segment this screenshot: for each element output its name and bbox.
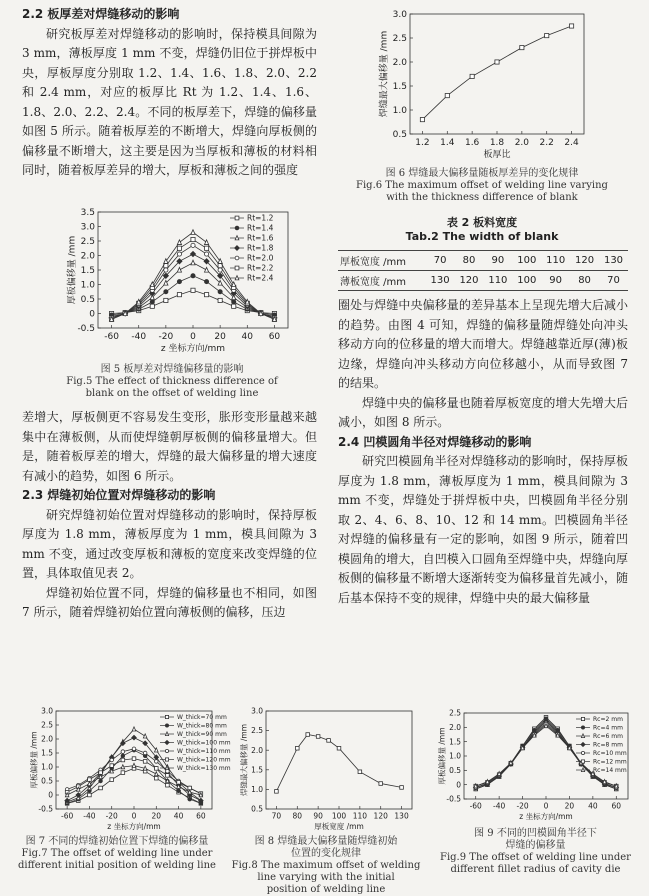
data-point — [121, 771, 125, 775]
x-tick-label: 1.8 — [489, 138, 505, 148]
data-point — [88, 793, 92, 797]
caption-cn: 焊缝的偏移量 — [505, 840, 566, 851]
table-cell: 厚板宽度 /mm — [338, 251, 426, 271]
y-tick-label: 0 — [48, 790, 53, 800]
data-point — [235, 236, 239, 240]
data-point — [191, 288, 195, 292]
x-tick-label: -40 — [83, 811, 96, 821]
data-point — [150, 304, 154, 308]
x-tick-label: 2.4 — [564, 138, 579, 148]
table-row — [338, 251, 628, 271]
legend-label: W_thick=100 mm — [177, 739, 231, 747]
data-point — [470, 74, 474, 78]
left-column-middle — [22, 408, 317, 623]
table-cell: 80 — [570, 271, 599, 291]
fig8-chart — [226, 705, 422, 837]
y-tick-label: 0.5 — [41, 776, 53, 786]
data-point — [232, 300, 236, 304]
data-point — [165, 724, 168, 727]
fig7-chart — [8, 705, 231, 837]
data-point — [486, 780, 490, 784]
legend-label: Rt=1.4 — [247, 223, 274, 233]
table2 — [338, 250, 628, 291]
y-tick-label: 2.0 — [80, 251, 95, 262]
x-tick-label: 0 — [190, 332, 196, 342]
x-tick-label: 2.2 — [539, 138, 554, 148]
caption-en: Fig.8 The maximum offset of welding — [231, 860, 421, 871]
x-axis-label: z 坐标方向/mm — [160, 344, 226, 354]
data-point — [379, 782, 383, 786]
legend-label: W_thick=120 mm — [177, 756, 231, 764]
x-tick-label: 120 — [373, 811, 388, 821]
data-point — [581, 742, 585, 746]
legend-label: Rt=1.2 — [247, 213, 274, 223]
paragraph: 焊缝中央的偏移量也随着厚板宽度的增大先增大后减小，如图 8 所示。 — [338, 395, 628, 429]
x-tick-label: 60 — [268, 332, 281, 342]
data-point — [165, 749, 168, 752]
x-tick-label: 100 — [331, 811, 347, 821]
data-point — [143, 751, 147, 755]
x-tick-label: 1.6 — [464, 138, 480, 148]
data-point — [177, 280, 181, 284]
section-heading-2-2: 2.2 板厚差对焊缝移动的影响 — [22, 7, 180, 21]
x-tick-label: 0 — [131, 811, 137, 821]
caption-en: different fillet radius of cavity die — [450, 864, 621, 875]
caption-en: Fig.9 The offset of welding line under — [440, 852, 631, 863]
data-point — [358, 770, 362, 774]
y-axis-label: 厚板偏移量 /mm — [437, 727, 447, 785]
y-tick-label: 1.0 — [392, 106, 407, 117]
data-point — [204, 240, 208, 245]
fig8-caption — [226, 836, 426, 896]
data-point — [132, 763, 136, 767]
fig5-caption — [22, 364, 322, 400]
data-point — [188, 797, 192, 801]
x-tick-label: 1.4 — [440, 138, 455, 148]
table-cell: 90 — [541, 271, 570, 291]
data-point — [306, 733, 310, 737]
data-point — [204, 252, 208, 256]
data-point — [337, 746, 341, 750]
x-tick-label: -40 — [131, 332, 147, 342]
table-cell: 110 — [483, 271, 512, 291]
x-axis-label: z 坐标方向/mm — [107, 822, 161, 831]
section-heading-2-3: 2.3 焊缝初始位置对焊缝移动的影响 — [22, 488, 216, 502]
data-point — [327, 739, 331, 743]
data-point — [177, 246, 181, 250]
table-cell: 130 — [599, 251, 628, 271]
x-tick-label: 60 — [611, 801, 622, 811]
y-axis-label: 焊缝最大偏移量 /mm — [239, 723, 249, 797]
series-line — [422, 26, 571, 120]
y-tick-label: 0.5 — [449, 765, 461, 775]
data-point — [218, 298, 222, 302]
data-point — [400, 786, 404, 790]
data-point — [235, 216, 239, 220]
legend-label: Rt=2.2 — [247, 263, 274, 273]
data-point — [569, 24, 573, 28]
y-tick-label: 1.5 — [251, 765, 263, 775]
data-point — [166, 774, 170, 778]
x-tick-label: -60 — [104, 332, 119, 342]
y-tick-label: 3.0 — [251, 706, 263, 716]
data-point — [121, 765, 125, 769]
legend-label: W_thick=90 mm — [177, 731, 227, 739]
y-tick-label: 2.5 — [41, 720, 53, 730]
fig5-chart — [22, 200, 322, 360]
data-point — [235, 266, 239, 270]
y-tick-label: 3.0 — [392, 10, 407, 21]
data-point — [520, 46, 524, 50]
data-point — [165, 715, 168, 718]
data-point — [99, 786, 103, 790]
data-point — [603, 780, 607, 784]
plot-frame — [266, 711, 412, 809]
data-point — [110, 778, 114, 782]
data-point — [275, 790, 279, 794]
y-tick-label: 1.5 — [80, 266, 95, 277]
data-point — [420, 118, 424, 122]
data-point — [143, 766, 147, 770]
data-point — [121, 754, 125, 758]
data-point — [164, 290, 168, 294]
right-column-text — [338, 296, 628, 608]
data-point — [154, 760, 158, 764]
y-axis-label: 厚板偏移量 /mm — [67, 235, 78, 305]
data-point — [121, 750, 125, 754]
data-point — [177, 293, 181, 297]
data-point — [191, 237, 195, 241]
data-point — [581, 760, 584, 763]
data-point — [132, 757, 136, 761]
legend-label: Rc=2 mm — [593, 716, 623, 724]
data-point — [235, 226, 239, 230]
fig7-caption — [8, 836, 226, 872]
x-tick-label: 20 — [151, 811, 162, 821]
legend-label: Rc=10 mm — [593, 750, 627, 758]
table-cell: 120 — [570, 251, 599, 271]
data-point — [154, 772, 158, 776]
legend-label: W_thick=110 mm — [177, 748, 231, 756]
table-cell: 70 — [426, 251, 455, 271]
caption-en: Fig.5 The effect of thickness difference of — [66, 376, 278, 387]
y-tick-label: -0.5 — [446, 794, 461, 804]
table-cell: 80 — [455, 251, 484, 271]
data-point — [581, 734, 584, 738]
legend-label: Rc=4 mm — [593, 724, 623, 732]
x-tick-label: 1.2 — [415, 138, 430, 148]
table-row — [338, 271, 628, 291]
data-point — [132, 727, 136, 731]
data-point — [545, 34, 549, 38]
y-tick-label: 0 — [89, 309, 95, 320]
y-tick-label: 0.5 — [392, 130, 407, 141]
data-point — [166, 783, 170, 787]
data-point — [191, 243, 195, 247]
table-cell: 90 — [483, 251, 512, 271]
paragraph: 焊缝初始位置不同，焊缝的偏移量也不相同，如图 7 所示，随着焊缝初始位置向薄板侧的偏移，压边 — [22, 585, 317, 619]
table-cell: 110 — [541, 251, 570, 271]
legend-label: Rc=6 mm — [593, 733, 623, 741]
legend-label: Rc=8 mm — [593, 741, 623, 749]
y-tick-label: 2.0 — [392, 58, 407, 69]
x-tick-label: -20 — [516, 801, 529, 811]
data-point — [235, 276, 239, 280]
y-tick-label: -0.5 — [77, 324, 95, 335]
data-point — [235, 256, 239, 260]
y-tick-label: 1.0 — [449, 751, 461, 761]
data-point — [316, 735, 320, 739]
data-point — [165, 732, 168, 736]
data-point — [495, 60, 499, 64]
data-point — [99, 779, 103, 783]
caption-en: Fig.6 The maximum offset of welding line varying — [356, 180, 608, 191]
data-point — [88, 782, 92, 786]
legend-label: Rt=2.0 — [247, 253, 274, 263]
data-point — [132, 735, 137, 740]
y-tick-label: 3.0 — [80, 222, 95, 233]
paragraph: 差增大，厚板侧更不容易发生变形，胀形变形量越来越集中在薄板侧，从而使焊缝朝厚板侧的偏移量增大。但是，随着板厚差的增大，焊缝的最大偏移量的增大速度有减小的趋势，如图 6 所示。 — [22, 410, 317, 483]
data-point — [177, 240, 181, 245]
y-tick-label: 2.5 — [251, 726, 263, 736]
legend-label: Rt=2.4 — [247, 273, 274, 283]
y-tick-label: 0.5 — [80, 295, 95, 306]
table-cell: 薄板宽度 /mm — [338, 271, 426, 291]
data-point — [154, 776, 158, 780]
y-tick-label: 1.0 — [41, 762, 53, 772]
x-tick-label: -20 — [105, 811, 118, 821]
x-axis-label: z 坐标方向/mm — [519, 812, 573, 821]
x-tick-label: 20 — [564, 801, 575, 811]
data-point — [121, 758, 125, 762]
x-tick-label: 2.0 — [514, 138, 530, 148]
x-tick-label: -40 — [493, 801, 506, 811]
y-tick-label: 1.0 — [251, 785, 263, 795]
fig9-chart — [428, 705, 640, 825]
y-tick-label: 2.5 — [80, 237, 95, 248]
legend-label: W_thick=80 mm — [177, 722, 227, 730]
table-cell: 100 — [512, 271, 541, 291]
x-tick-label: 60 — [196, 811, 206, 821]
y-axis-label: 焊缝最大偏移量 /mm — [379, 30, 390, 118]
legend-label: Rc=12 mm — [593, 758, 627, 766]
data-point — [150, 300, 154, 304]
left-column-top — [22, 5, 317, 181]
legend-label: Rt=1.6 — [247, 233, 274, 243]
legend-label: W_thick=70 mm — [177, 714, 227, 722]
x-tick-label: 20 — [214, 332, 226, 342]
data-point — [143, 760, 147, 764]
data-point — [132, 747, 136, 751]
y-tick-label: 0 — [456, 780, 461, 790]
x-tick-label: 70 — [271, 811, 282, 821]
data-point — [581, 768, 584, 772]
data-point — [204, 280, 208, 284]
data-point — [218, 290, 222, 294]
fig6-chart — [340, 4, 600, 166]
y-tick-label: 3.0 — [41, 706, 53, 716]
x-tick-label: 0 — [543, 801, 549, 811]
caption-cn: 图 6 焊缝最大偏移量随板厚差异的变化规律 — [385, 168, 579, 179]
caption-en: blank on the offset of welding line — [85, 388, 259, 399]
caption-en: different initial position of welding line — [18, 860, 216, 871]
data-point — [581, 751, 584, 754]
y-tick-label: 1.5 — [449, 737, 461, 747]
x-tick-label: -60 — [469, 801, 482, 811]
data-point — [188, 790, 192, 794]
y-tick-label: 1.5 — [41, 748, 53, 758]
table-cell: 130 — [426, 271, 455, 291]
x-axis-label: 厚板宽度 /mm — [314, 822, 364, 831]
x-tick-label: 40 — [241, 332, 254, 342]
paragraph: 研究板厚差对焊缝移动的影响时，保持模具间隙为 3 mm，薄板厚度 1 mm 不变，焊缝仍旧位于拼焊板中央，厚板厚度分别取 1.2、1.4、1.6、1.8、2.0、2.2 和 2.4 mm，对应的板厚比 Rt 为 1.2、1.4、1.6、1.8、2.0、2.2、2.4。不同的板厚差下，焊缝的偏移量如图 5 所示。随着板厚差的不断增大，焊缝向厚板侧的偏移量不断增大，这主要是因为当厚板和薄板的材料相同时，随着板厚差异的增大，厚板和薄板之间的强度 — [22, 26, 317, 177]
data-point — [204, 267, 208, 272]
caption-cn: 图 8 焊缝最大偏移量随焊缝初始 — [254, 836, 398, 847]
data-point — [154, 767, 158, 771]
data-point — [581, 717, 584, 720]
caption-cn: 图 9 不同的凹模圆角半径下 — [474, 828, 597, 839]
caption-cn: 图 5 板厚差对焊缝偏移量的影响 — [100, 364, 244, 375]
fig9-caption — [428, 828, 643, 876]
section-heading-2-4: 2.4 凹模圆角半径对焊缝移动的影响 — [338, 434, 532, 449]
data-point — [190, 251, 195, 256]
table-cell: 70 — [599, 271, 628, 291]
data-point — [143, 734, 147, 738]
y-tick-label: 2.5 — [392, 34, 407, 45]
data-point — [445, 94, 449, 98]
y-tick-label: 2.0 — [41, 734, 53, 744]
paragraph: 圈处与焊缝中央偏移量的差异基本上呈现先增大后减小的趋势。由图 4 可知，焊缝的偏移量随焊缝处向冲头移动方向的位移量的增大而增大。焊缝越靠近厚(薄)板边缘，焊缝向冲头移动方向位移越小，从而导致图 7 的结果。 — [338, 298, 628, 390]
x-tick-label: -20 — [158, 332, 174, 342]
legend-label: Rc=14 mm — [593, 767, 627, 775]
x-axis-label: 板厚比 — [483, 150, 511, 160]
x-tick-label: 130 — [394, 811, 409, 821]
data-point — [235, 246, 240, 251]
data-point — [191, 260, 195, 265]
data-point — [110, 758, 114, 762]
legend-label: Rt=1.8 — [247, 243, 274, 253]
table-title-cn: 表 2 板料宽度 — [446, 216, 518, 229]
caption-en: Fig.7 The offset of welding line under — [21, 848, 213, 859]
table-cell: 120 — [455, 271, 484, 291]
x-tick-label: 40 — [588, 801, 598, 811]
table-cell: 100 — [512, 251, 541, 271]
x-tick-label: 90 — [313, 811, 323, 821]
data-point — [581, 726, 584, 729]
fig6-caption — [338, 168, 626, 204]
data-point — [110, 764, 114, 768]
y-tick-label: 2.5 — [449, 708, 461, 718]
y-tick-label: 1.0 — [80, 280, 95, 291]
x-tick-label: -60 — [61, 811, 74, 821]
data-point — [165, 740, 169, 744]
y-tick-label: 3.5 — [80, 208, 95, 219]
caption-en: with the thickness difference of blank — [386, 192, 578, 203]
data-point — [164, 298, 168, 302]
data-point — [165, 758, 168, 761]
caption-en: line varying with the initial — [257, 872, 395, 883]
y-tick-label: 1.5 — [392, 82, 407, 93]
x-tick-label: 80 — [292, 811, 303, 821]
x-tick-label: 110 — [352, 811, 368, 821]
paragraph: 研究凹模圆角半径对焊缝移动的影响时，保持厚板厚度为 1.8 mm，薄板厚度为 1 mm，模具间隙为 3 mm 不变，焊缝处于拼焊板中央，凹模圆角半径分别取 2、4、6、8、10、12 和 14 mm。凹模圆角半径对焊缝的偏移量有一定的影响，如图 9 所示，随着凹模圆角的增大，自凹模入口圆角至焊缝中央，焊缝向厚板侧的偏移量不断增大逐渐转变为偏移量首先减小，随后基本保持不变的规律，焊缝中央的最大偏移量 — [338, 454, 628, 605]
paragraph: 研究焊缝初始位置对焊缝移动的影响时，保持厚板厚度为 1.8 mm，薄板厚度为 1 mm，模具间隙为 3 mm 不变，通过改变厚板和薄板的宽度来改变焊缝的位置，具体取值见表 2。 — [22, 507, 317, 580]
data-point — [177, 252, 181, 256]
data-point — [232, 304, 236, 308]
data-point — [177, 267, 181, 272]
x-tick-label: 40 — [173, 811, 184, 821]
caption-en: position of welding line — [266, 884, 386, 895]
data-point — [204, 246, 208, 250]
y-tick-label: -0.5 — [38, 804, 53, 814]
table-title-en: Tab.2 The width of blank — [405, 230, 559, 243]
table2-title — [338, 216, 626, 244]
data-point — [191, 230, 195, 235]
data-point — [204, 293, 208, 297]
caption-cn: 位置的变化规律 — [291, 848, 361, 859]
y-tick-label: 0.5 — [251, 804, 263, 814]
plot-frame — [410, 14, 584, 134]
legend-label: W_thick=130 mm — [177, 765, 231, 773]
data-point — [191, 274, 195, 278]
y-axis-label: 厚板偏移量 /mm — [29, 731, 39, 789]
y-tick-label: 2.0 — [449, 722, 461, 732]
y-tick-label: 2.0 — [251, 745, 263, 755]
caption-cn: 图 7 不同的焊缝初始位置下焊缝的偏移量 — [25, 836, 209, 847]
data-point — [177, 789, 181, 793]
data-point — [295, 746, 299, 750]
